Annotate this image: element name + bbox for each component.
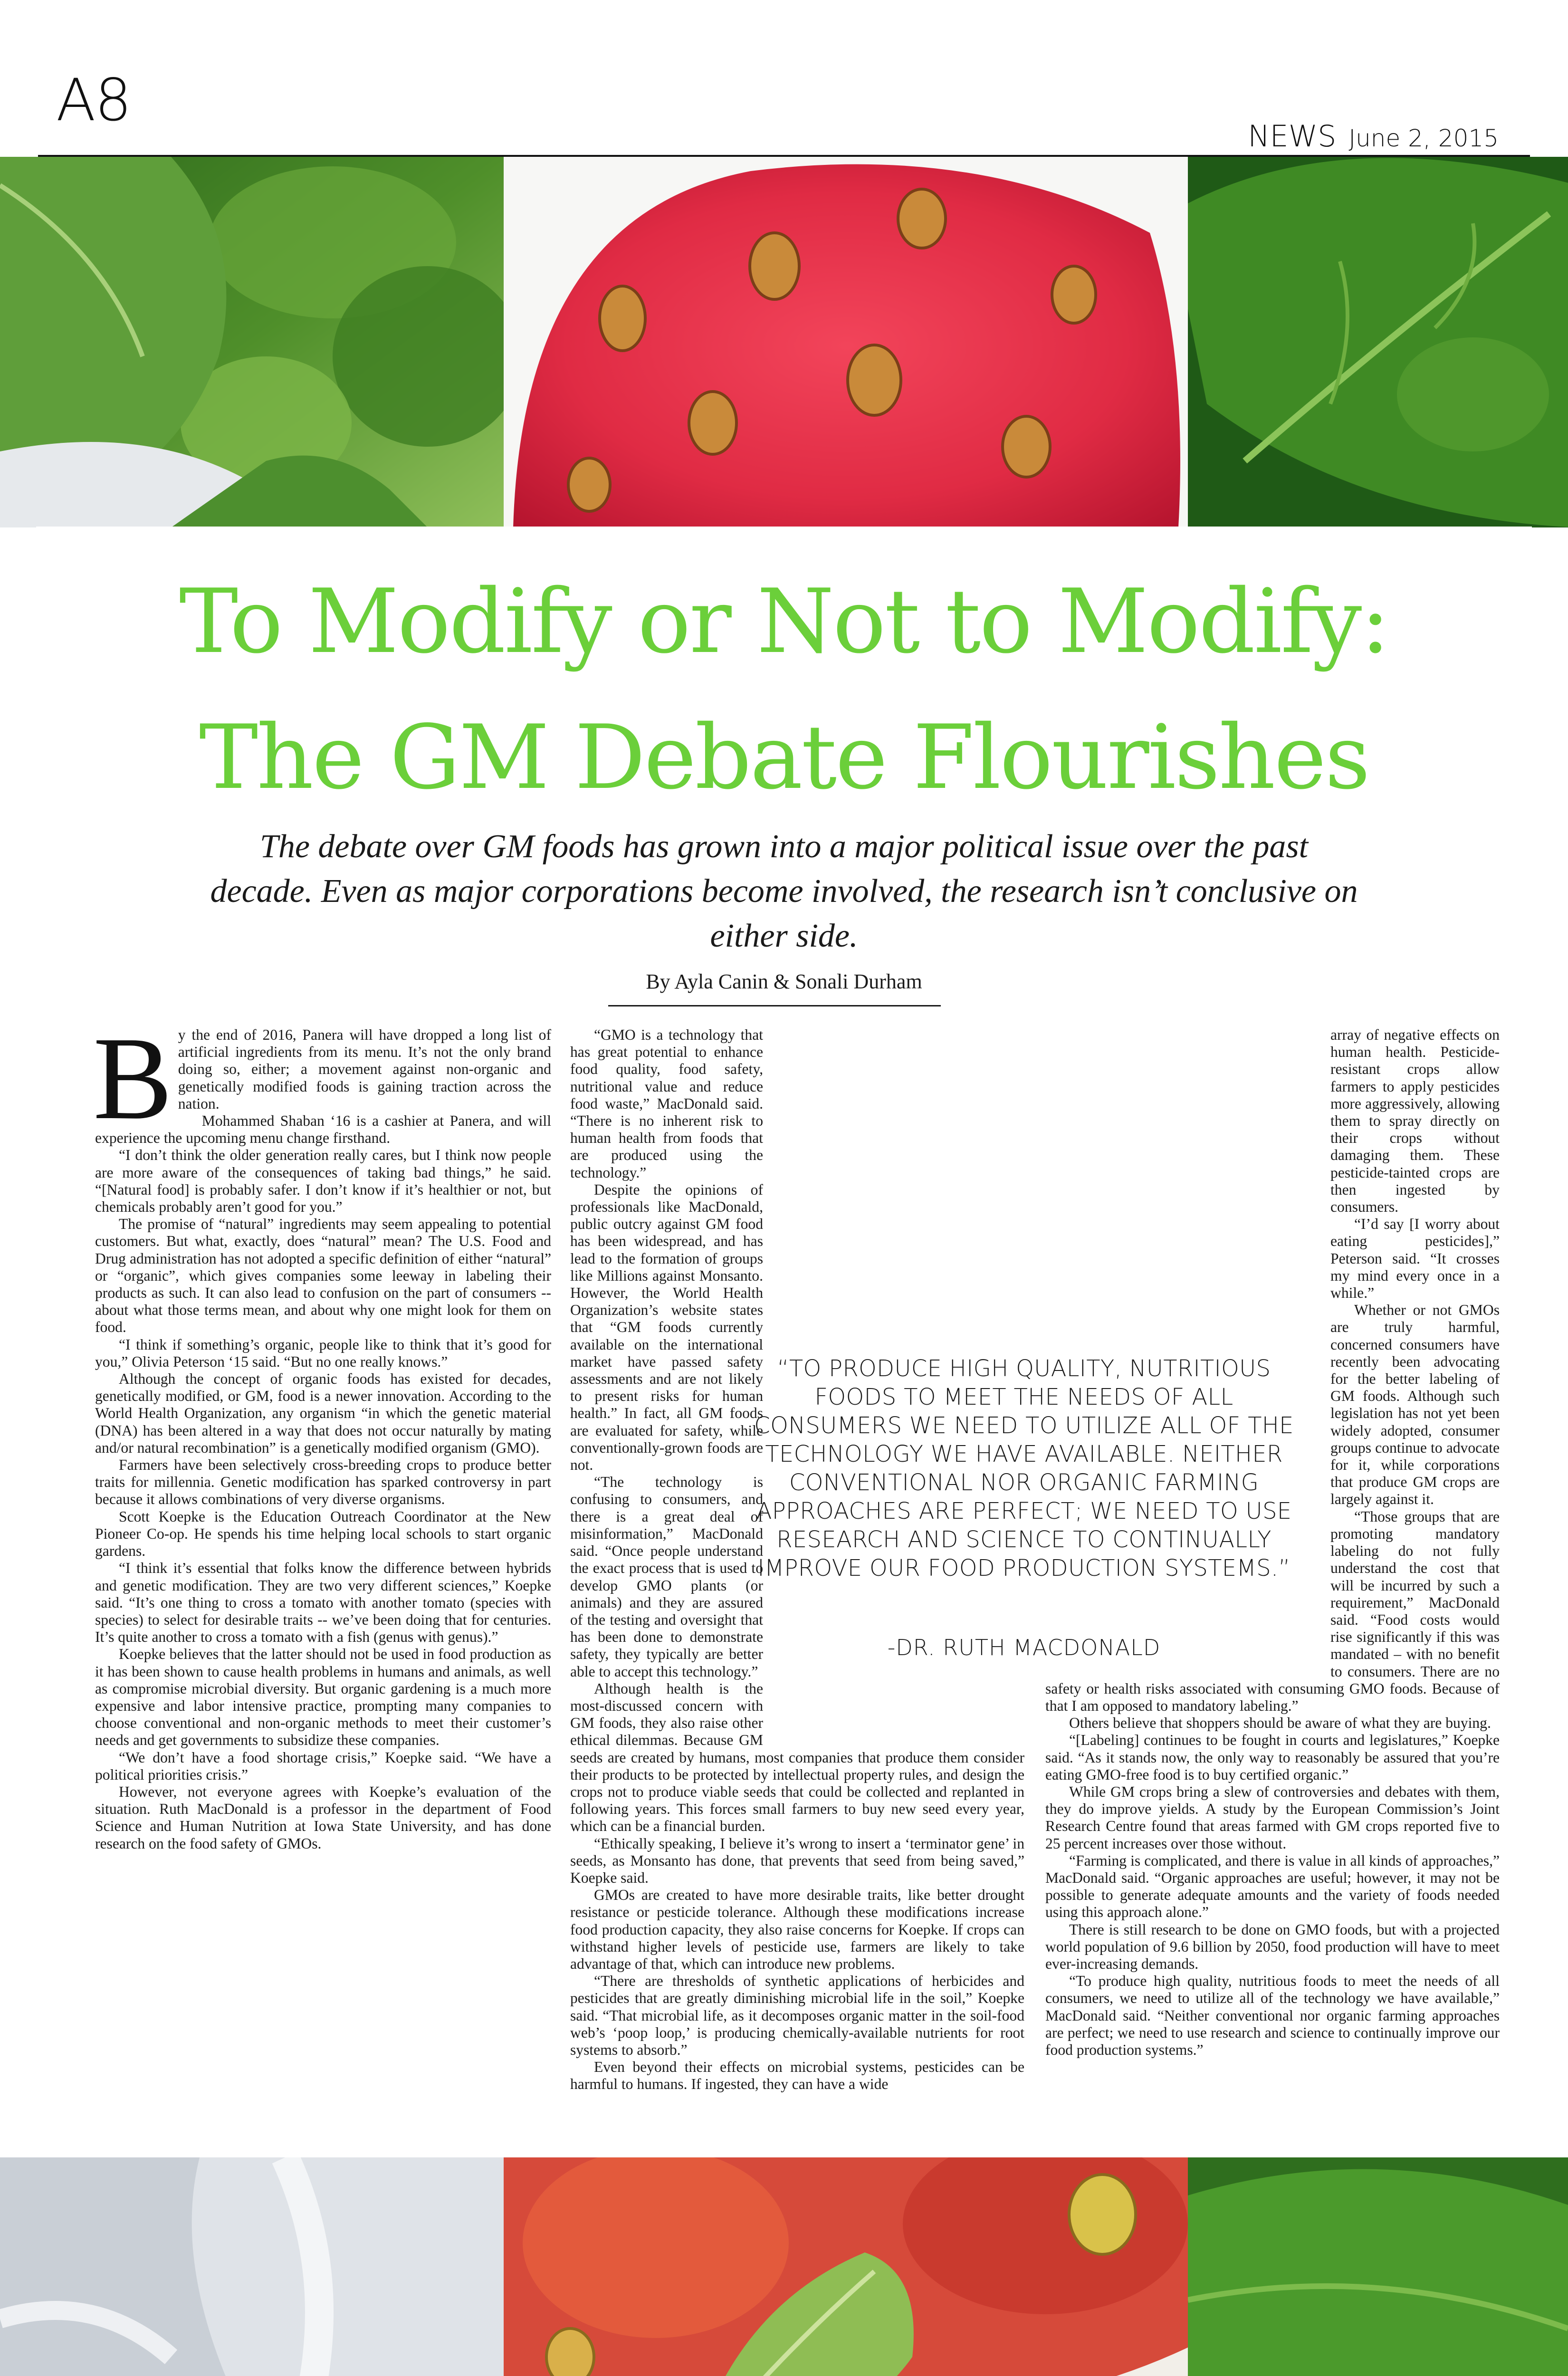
paragraph: Others believe that shoppers should be aware of what they are buying.: [1069, 1715, 1491, 1732]
deck-subheadline: The debate over GM foods has grown into a major political issue over the past decade. Even as major corporations become involved, the research isn’t conclusive on either side.: [210, 828, 1358, 954]
paragraph: “I think it’s essential that folks know the difference between hybrids and genetic modification. They are two very different sciences,” Koepke said. “It’s one thing to cross a tomato with another tomato (species with species) to select for desirable traits -- we’ve been doing that for centuries. It’s quite another to cross a tomato with a fish (genus with genus).”: [95, 1560, 551, 1646]
section-date-label: [1248, 119, 1499, 153]
paragraph: “There are thresholds of synthetic applications of herbicides and pesticides that are greatly diminishing microbial life in the soil,” Koepke said. “That microbial life, as it decomposes organic matter in the soil-food web’s ‘poop loop,’ is producing chemically-available nutrients for root systems to absorb.”: [570, 1973, 1024, 2058]
paragraph: “[Labeling] continues to be fought in courts and legislatures,” Koepke said. “As it stands now, the only way to reasonably be assured that you’re eating GMO-free food is to buy certified organic.”: [1045, 1732, 1500, 1783]
paragraph: Mohammed Shaban ‘16 is a cashier at Panera, and will experience the upcoming menu change firsthand.: [95, 1112, 551, 1147]
paragraph: By the end of 2016, Panera will have dropped a long list of artificial ingredients from its menu. It’s not the only brand doing so, either; a movement against non-organic and genetically modified foods is gaining traction across the nation.: [93, 1013, 551, 1144]
paragraph: Despite the opinions of professionals like MacDonald, public outcry against GM food has been widespread, and has lead to the formation of groups like Millions against Monsanto. However, the World Health Organization’s website states that “GM foods currently available on the international market have passed safety assessments and are not likely to present risks for human health.” In fact, all GM foods are evaluated for safety, while conventionally-grown foods are not.: [570, 1181, 763, 1474]
byline: By Ayla Canin & Sonali Durham: [646, 970, 922, 993]
page-number: A8: [56, 67, 131, 134]
header-rule: [38, 155, 1530, 157]
paragraph: array of negative effects on human health. Pesticide-resistant crops allow farmers to apply pesticides more aggressively, allowing them to spray directly on their crops without damaging them. These pesticide-tainted crops are then ingested by consumers.: [1330, 1026, 1500, 1216]
issue-date: June 2, 2015: [1348, 125, 1499, 152]
paragraph: Farmers have been selectively cross-breeding crops to produce better traits for millennia. Genetic modification has sparked controversy in part because it allows combinations of very diverse organisms.: [95, 1456, 551, 1508]
paragraph: Whether or not GMOs are truly harmful, concerned consumers have recently been advocating for the better labeling of GM foods. Although such legislation has not yet been widely adopted, consumer groups continue to advocate for it, while corporations that produce GM crops are largely against it.: [1330, 1302, 1500, 1508]
section-name: NEWS: [1248, 119, 1337, 153]
paragraph: “I think if something’s organic, people like to think that it’s good for you,” Olivia Peterson ‘15 said. “But no one really knows.”: [95, 1336, 551, 1370]
headline: [0, 554, 1568, 825]
paragraph: “To produce high quality, nutritious foods to meet the needs of all consumers, we need to utilize all of the technology we have available,” MacDonald said. “Neither conventional nor organic farming approaches are perfect; we need to use research and science to continually improve our food production systems.”: [1045, 1973, 1500, 2058]
paragraph: While GM crops bring a slew of controversies and debates with them, they do improve yields. A study by the European Commission’s Joint Research Centre found that areas farmed with GM crops reported five to 25 percent increases over those without.: [1045, 1783, 1500, 1852]
paragraph: GMOs are created to have more desirable traits, like better drought resistance or pesticide tolerance. Although these modifications increase food production capacity, they also raise concerns for Koepke. If crops can withstand higher levels of pesticide use, farmers are likely to take advantage of that, which can introduce new problems.: [570, 1887, 1024, 1972]
photo-strawberry-closeup-top: [504, 157, 1188, 527]
paragraph: Although health is the most-discussed concern with GM foods, they also raise other ethical dilemmas. Because GM seeds are created by humans, most companies that produce them consider their products to be protected by intellectual property rules, and design the crops not to produce viable seeds that could be collected and replanted in following years. This forces small farmers to buy new seed every year, which can be a financial burden.: [570, 1680, 1024, 1835]
paragraph: Even beyond their effects on microbial systems, pesticides can be harmful to humans. If ingested, they can have a wide: [570, 2059, 1024, 2093]
paragraph: “We don’t have a food shortage crisis,” Koepke said. “We have a political priorities crisis.”: [95, 1749, 551, 1783]
paragraph: “The technology is confusing to consumers, and there is a great deal of misinformation,” MacDonald said. “Once people understand the exact process that is used to develop GMO plants (or animals) and they are assured of the testing and oversight that has been done to demonstrate safety, they typically are better able to accept this technology.”: [570, 1474, 763, 1680]
article-column-1: [93, 1013, 551, 1852]
paragraph: “Those groups that are promoting mandatory labeling do not fully understand the cost that will be incurred by such a requirement,” MacDonald said. “Food costs would rise significantly if this was mandated – with no benefit to consumers. There are no safety or health risks associated with consuming GMO foods. Because of that I am opposed to mandatory labeling.”: [1045, 1508, 1500, 1714]
byline-rule: [608, 1005, 941, 1006]
paragraph: Although the concept of organic foods has existed for decades, genetically modified, or GM, food is a newer innovation. According to the World Health Organization, any organism “in which the genetic material (DNA) has been altered in a way that does not occur naturally by mating and/or natural recombination” is a genetically modified organism (GMO).: [95, 1370, 551, 1456]
photo-white-cloth-bottom: [0, 2157, 504, 2376]
paragraph: “I don’t think the older generation really cares, but I think now people are more aware of the consequences of taking bad things,” he said. “[Natural food] is probably safer. I don’t know if it’s healthier or not, but chemicals probably aren’t good for you.”: [95, 1147, 551, 1216]
photo-basil-leaf-top: [1188, 157, 1568, 527]
paragraph: “I’d say [I worry about eating pesticides],” Peterson said. “It crosses my mind every once in a while.”: [1330, 1216, 1500, 1302]
photo-green-leaves-top: [0, 157, 504, 527]
paragraph: There is still research to be done on GMO foods, but with a projected world population of 9.6 billion by 2050, food production will have to meet ever-increasing demands.: [1045, 1921, 1500, 1972]
headline-line-2: The GM Debate Flourishes: [199, 706, 1369, 809]
photo-green-leaf-bottom: [1188, 2157, 1568, 2376]
paragraph: The promise of “natural” ingredients may seem appealing to potential customers. But what, exactly, does “natural” mean? The U.S. Food and Drug administration has not adopted a specific definition of either “natural” or “organic”, which gives companies some leeway in labeling their products as such. It can also lead to confusion on the part of consumers -- about what those terms mean, and about why one might look for them on food.: [95, 1216, 551, 1336]
pull-quote: “TO PRODUCE HIGH QUALITY, NUTRITIOUS FOODS TO MEET THE NEEDS OF ALL CONSUMERS WE NEED TO UTILIZE ALL OF THE TECHNOLOGY WE HAVE AVAILABLE. NEITHER CONVENTIONAL NOR ORGANIC FARMING APPROACHES ARE PERFECT; WE NEED TO USE RESEARCH AND SCIENCE TO CONTINUALLY IMPROVE OUR FOOD PRODUCTION SYSTEMS.”: [754, 1355, 1294, 1581]
paragraph: However, not everyone agrees with Koepke’s evaluation of the situation. Ruth MacDonald is a professor in the department of Food Science and Human Nutrition at Iowa State University, and has done research on the food safety of GMOs.: [95, 1783, 551, 1852]
paragraph: Scott Koepke is the Education Outreach Coordinator at the New Pioneer Co-op. He spends his time helping local schools to start organic gardens.: [95, 1508, 551, 1560]
paragraph: “GMO is a technology that has great potential to enhance food quality, food safety, nutritional value and reduce food waste,” MacDonald said. “There is no inherent risk to human health from foods that are produced using the technology.”: [570, 1026, 763, 1181]
headline-line-1: To Modify or Not to Modify:: [179, 570, 1389, 673]
photo-strawberry-leaf-bottom: [504, 2157, 1188, 2376]
paragraph: Koepke believes that the latter should not be used in food production as it has been shown to cause health problems in humans and animals, as well as compromise microbial diversity. But organic gardening is a much more expensive and labor intensive practice, prompting many companies to choose conventional and non-organic methods to meet their customer’s needs and get governments to subsidize these companies.: [95, 1646, 551, 1749]
drop-cap: B: [93, 1013, 172, 1144]
paragraph: “Ethically speaking, I believe it’s wrong to insert a ‘terminator gene’ in seeds, as Monsanto has done, that prevents that seed from being saved,” Koepke said.: [570, 1835, 1024, 1886]
pull-quote-attribution: -DR. RUTH MACDONALD: [887, 1635, 1161, 1660]
paragraph: “Farming is complicated, and there is value in all kinds of approaches,” MacDonald said. “Organic approaches are useful; however, it may not be possible to generate adequate amounts and the variety of foods needed using this approach alone.”: [1045, 1852, 1500, 1921]
